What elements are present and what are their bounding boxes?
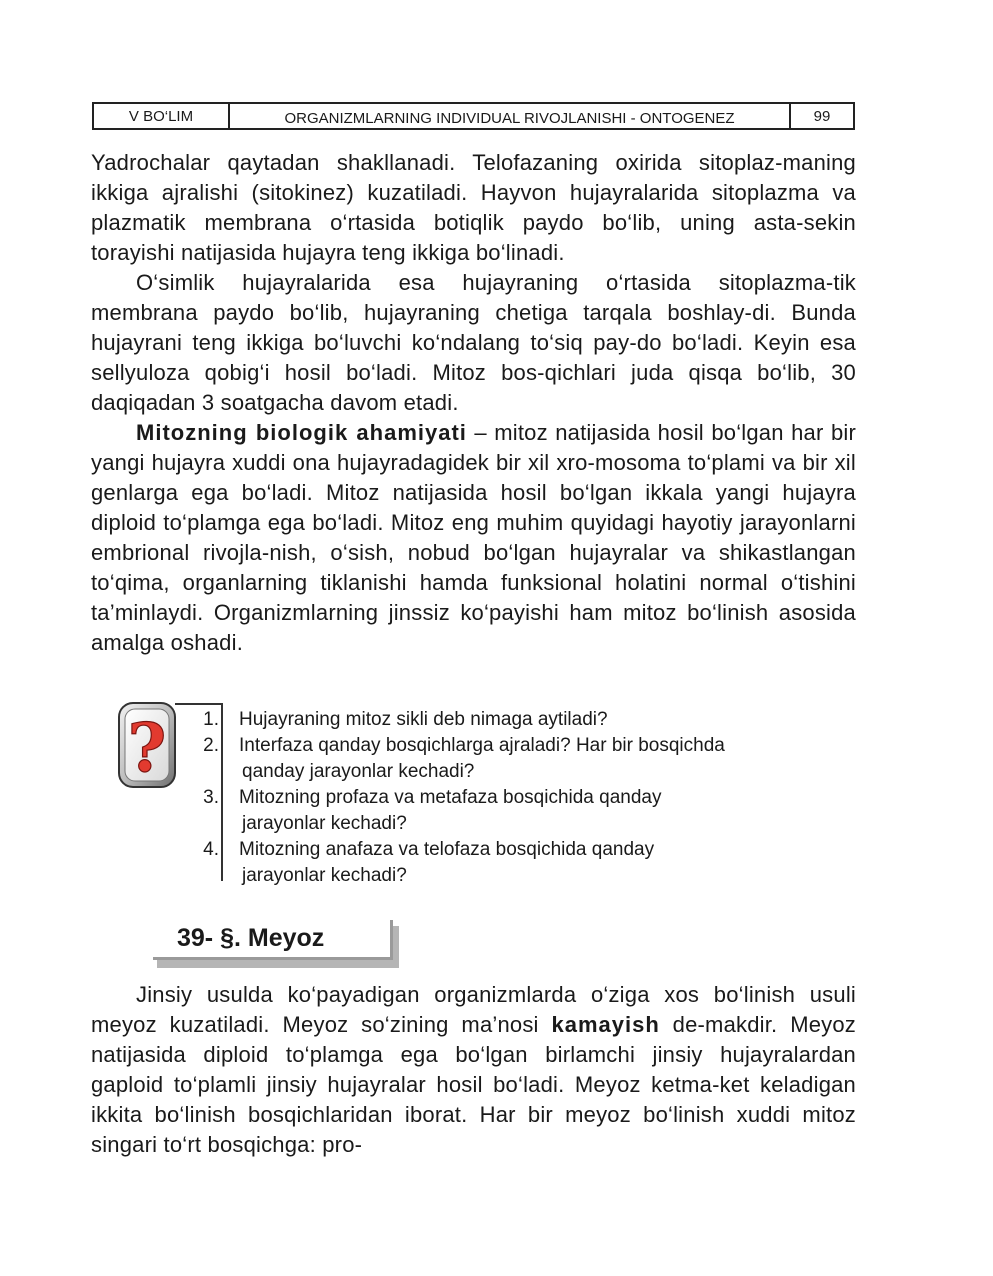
page-header <box>92 102 855 130</box>
svg-text:?: ? <box>127 709 167 787</box>
main-text <box>91 148 856 658</box>
question-text-continued: qanday jarayonlar kechadi? <box>242 761 475 782</box>
paragraph-text: – mitoz natijasida hosil bo‘lgan har bir yangi hujayra xuddi ona hujayradagidek bir xil xro-mosoma to‘plami va bir xil genlarga ega bo‘ladi. Mitoz natijasida hosil bo‘lgan ikkala yangi hujayra diploid to‘plamga ega bo‘ladi. Mitoz eng muhim quyidagi hayotiy jarayonlarni embrional rivojla-nish, o‘sish, nobud bo‘lgan hujayralar va shikastlangan to‘qima, organlarning tiklanishi hamda funksional holatini normal o‘tishini ta’minlaydi. Organizmlarning jinssiz ko‘payishi ham mitoz bo‘linish asosida amalga oshadi. <box>91 420 856 655</box>
question-mark-icon <box>117 701 177 789</box>
meyoz-text <box>91 980 856 1160</box>
section-heading: 39- §. Meyoz <box>177 924 325 952</box>
paragraph-plant-cells: O‘simlik hujayralarida esa hujayraning o‘rtasida sitoplazma-tik membrana paydo bo‘lib, hujayraning chetiga tarqala boshlay-di. Bunda hujayrani teng ikkiga bo‘luvchi ko‘ndalang to‘siq pay-do bo‘ladi. Keyin esa sellyuloza qobig‘i hosil bo‘ladi. Mitoz bos-qichlari juda qisqa bo‘lib, 30 daqiqadan 3 soatgacha davom etadi. <box>91 270 856 415</box>
bold-lead: Mitozning biologik ahamiyati <box>136 420 467 445</box>
question-text: Interfaza qanday bosqichlarga ajraladi? Har bir bosqichda <box>239 735 725 756</box>
question-item <box>185 785 865 837</box>
question-text-continued: jarayonlar kechadi? <box>242 865 407 886</box>
question-text: Mitozning anafaza va telofaza bosqichida qanday <box>239 839 655 860</box>
page-number: 99 <box>813 107 831 125</box>
question-number: 3. <box>203 787 219 808</box>
question-text: Hujayraning mitoz sikli deb nimaga aytiladi? <box>239 709 608 730</box>
question-number: 1. <box>203 709 219 730</box>
question-item <box>185 733 865 785</box>
question-item <box>185 707 865 733</box>
section-heading-box <box>153 920 397 964</box>
paragraph-meyoz <box>91 980 856 1160</box>
bold-term: kamayish <box>551 1012 660 1037</box>
paragraph-text: de-makdir. Meyoz natijasida diploid to‘plamga ega bo‘lgan birlamchi jinsiy hujayralardan gaploid to‘plamli jinsiy hujayralar hosil bo‘ladi. Meyoz ketma-ket keladigan ikkita bo‘linish bosqichlaridan iborat. Har bir meyoz bo‘linish xuddi mitoz singari to‘rt bosqichga: pro- <box>91 1012 857 1157</box>
review-questions <box>185 707 865 889</box>
paragraph-biological-significance <box>91 418 856 658</box>
question-number: 2. <box>203 735 219 756</box>
header-section: V BO‘LIM <box>94 104 230 128</box>
paragraph-text: Jinsiy usulda ko‘payadigan organizmlarda o‘ziga xos bo‘linish usuli meyoz kuzatiladi. Meyoz so‘zining ma’nosi <box>91 982 856 1037</box>
paragraph-telofaza: Yadrochalar qaytadan shakllanadi. Telofazaning oxirida sitoplaz-maning ikkiga ajralishi (sitokinez) kuzatiladi. Hayvon hujayralarida sitoplazma va plazmatik membrana o‘rtasida botiqlik paydo bo‘lib, uning asta-sekin torayishi natijasida hujayra teng ikkiga bo‘linadi. <box>91 150 856 265</box>
question-text-continued: jarayonlar kechadi? <box>242 813 407 834</box>
header-chapter-title: ORGANIZMLARNING INDIVIDUAL RIVOJLANISHI - ONTOGENEZ <box>230 104 791 128</box>
question-item <box>185 837 865 889</box>
question-text: Mitozning profaza va metafaza bosqichida qanday <box>239 787 662 808</box>
question-number: 4. <box>203 839 219 860</box>
